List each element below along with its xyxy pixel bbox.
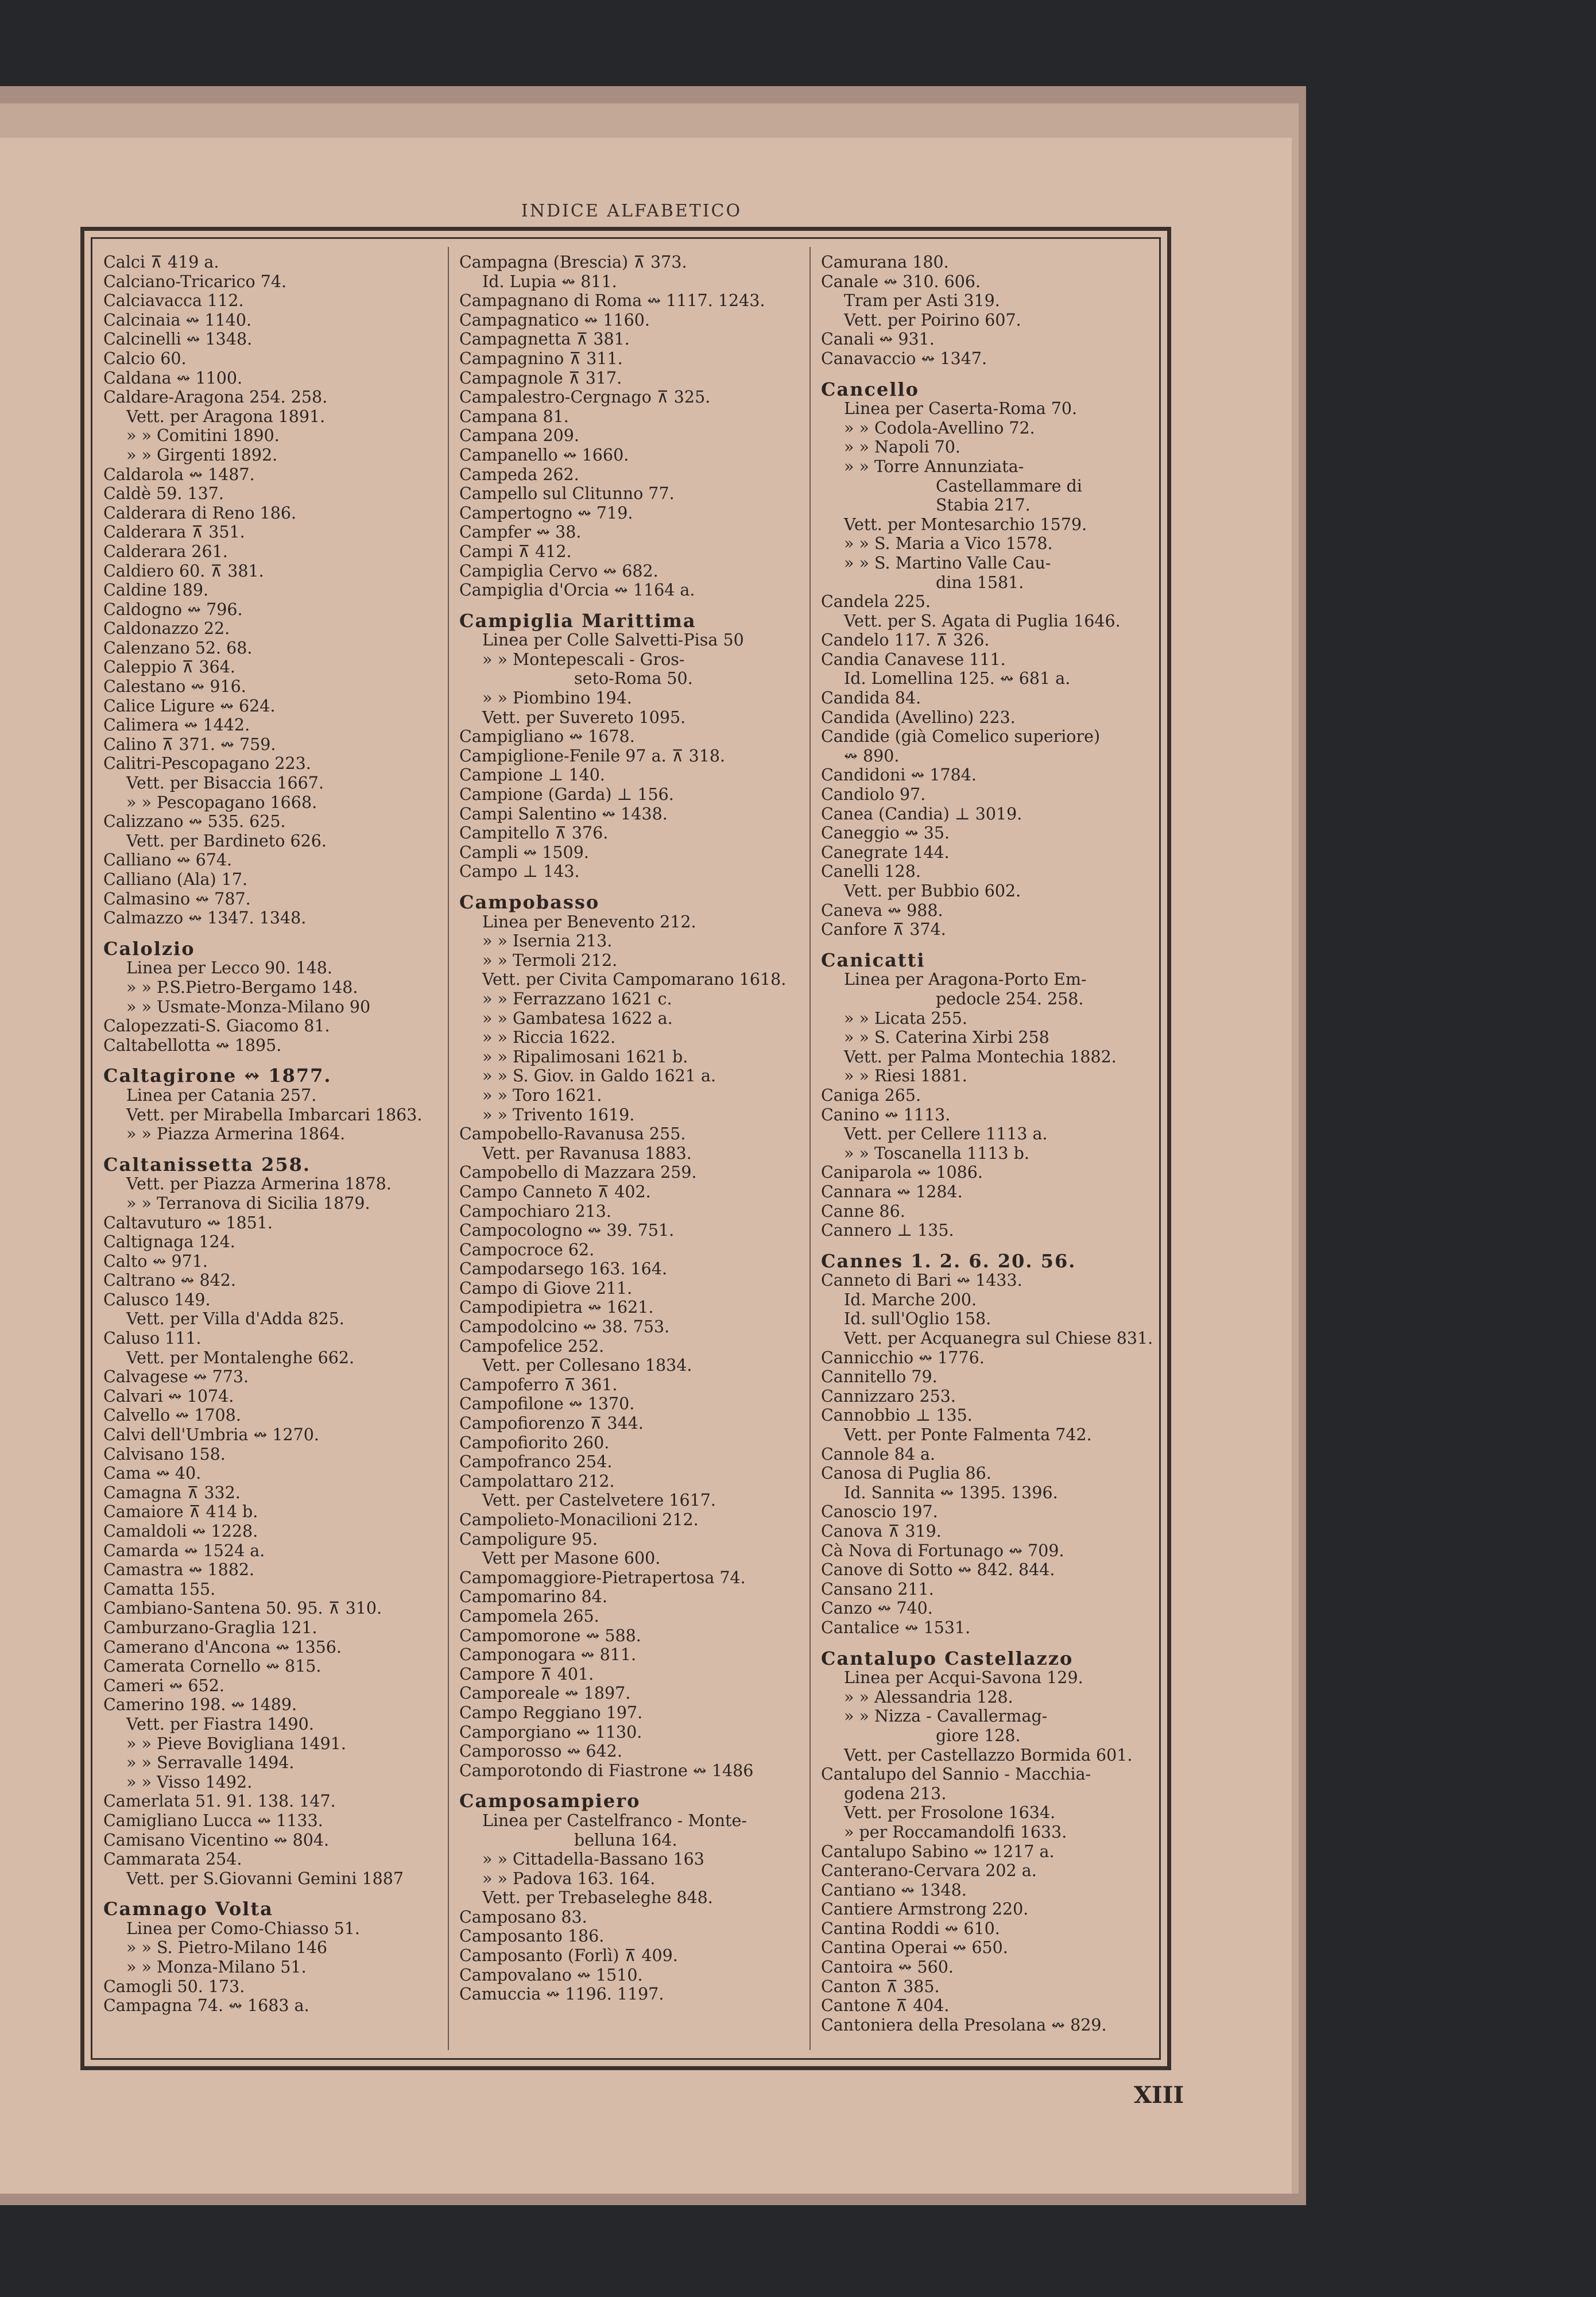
index-entry: Caniga 265. bbox=[821, 1085, 921, 1105]
index-entry: Canterano-Cervara 202 a. bbox=[821, 1861, 1037, 1881]
index-entry: Canne 86. bbox=[821, 1201, 905, 1221]
index-entry: Candide (già Comelico superiore) bbox=[821, 727, 1101, 747]
index-entry: Linea per Como-Chiasso 51. bbox=[126, 1919, 360, 1938]
index-entry: Campo Canneto ⊼ 402. bbox=[459, 1182, 651, 1201]
index-entry: » » Nizza - Cavallermag- bbox=[844, 1707, 1048, 1726]
index-entry: Vett. per Civita Campomarano 1618. bbox=[482, 970, 787, 989]
index-entry: Calderara di Reno 186. bbox=[103, 503, 297, 523]
index-entry: Camurana 180. bbox=[821, 253, 949, 272]
index-entry: Cantiere Armstrong 220. bbox=[821, 1900, 1029, 1919]
index-entry: Campodarsego 163. 164. bbox=[459, 1259, 668, 1279]
index-entry: Calimera ↭ 1442. bbox=[103, 716, 250, 735]
index-entry: Cantina Roddi ↭ 610. bbox=[821, 1919, 1000, 1938]
index-entry: Campore ⊼ 401. bbox=[459, 1664, 594, 1684]
index-entry: giore 128. bbox=[936, 1726, 1021, 1745]
index-entry: Caldè 59. 137. bbox=[103, 484, 224, 504]
index-entry: Camerino 198. ↭ 1489. bbox=[103, 1695, 297, 1715]
index-entry: Calvagese ↭ 773. bbox=[103, 1367, 249, 1387]
index-entry: Id. sull'Oglio 158. bbox=[844, 1309, 991, 1329]
index-entry: Linea per Acqui-Savona 129. bbox=[844, 1668, 1083, 1688]
index-entry: Campalestro-Cergnago ⊼ 325. bbox=[459, 388, 711, 407]
index-entry: Camuccia ↭ 1196. 1197. bbox=[459, 1985, 664, 2004]
index-entry: Cameri ↭ 652. bbox=[103, 1676, 224, 1695]
index-entry: Caltavuturo ↭ 1851. bbox=[103, 1213, 273, 1232]
index-entry: Campeda 262. bbox=[459, 465, 579, 484]
index-entry: Canova ⊼ 319. bbox=[821, 1522, 942, 1541]
index-entry: Caneggio ↭ 35. bbox=[821, 823, 950, 843]
index-entry: Campo Reggiano 197. bbox=[459, 1703, 643, 1722]
index-entry: Camporeale ↭ 1897. bbox=[459, 1684, 631, 1703]
index-entry: Campfer ↭ 38. bbox=[459, 523, 582, 542]
index-heading: Cancello bbox=[821, 378, 919, 400]
index-entry: Castellammare di bbox=[936, 476, 1082, 496]
index-entry: Campiglia Cervo ↭ 682. bbox=[459, 561, 658, 581]
index-entry: Calvari ↭ 1074. bbox=[103, 1386, 234, 1406]
index-entry: Canino ↭ 1113. bbox=[821, 1105, 951, 1124]
index-entry: Campocroce 62. bbox=[459, 1240, 595, 1259]
index-entry: Campolattaro 212. bbox=[459, 1471, 615, 1491]
index-entry: Calliano (Ala) 17. bbox=[103, 870, 248, 889]
index-column-2 bbox=[459, 253, 804, 2004]
index-entry: » » S. Caterina Xirbi 258 bbox=[844, 1028, 1049, 1047]
index-entry: Campagnole ⊼ 317. bbox=[459, 368, 622, 388]
index-entry: Candia Canavese 111. bbox=[821, 649, 1006, 669]
index-entry: Calciavacca 112. bbox=[103, 291, 244, 311]
index-entry: » » Comitini 1890. bbox=[126, 426, 280, 446]
index-entry: Linea per Catania 257. bbox=[126, 1085, 317, 1105]
index-entry: Calitri-Pescopagano 223. bbox=[103, 754, 311, 774]
index-entry: Campana 209. bbox=[459, 426, 579, 446]
index-entry: Caltignaga 124. bbox=[103, 1232, 235, 1252]
index-entry: Vett. per Aragona 1891. bbox=[126, 407, 326, 426]
index-entry: » » Termoli 212. bbox=[482, 950, 618, 970]
index-entry: » » Visso 1492. bbox=[126, 1772, 253, 1792]
index-entry: Cannero ⊥ 135. bbox=[821, 1221, 954, 1240]
index-entry: Candida 84. bbox=[821, 689, 921, 708]
index-entry: Calizzano ↭ 535. 625. bbox=[103, 812, 286, 832]
index-heading: Canicatti bbox=[821, 949, 925, 971]
index-entry: Canelli 128. bbox=[821, 862, 921, 881]
index-entry: Caldana ↭ 1100. bbox=[103, 368, 243, 388]
index-entry: Calmazzo ↭ 1347. 1348. bbox=[103, 908, 307, 928]
index-entry: » » Isernia 213. bbox=[482, 931, 613, 951]
index-entry: ↭ 890. bbox=[844, 746, 900, 765]
index-entry: Camporotondo di Fiastrone ↭ 1486 bbox=[459, 1761, 754, 1780]
index-entry: » » Usmate-Monza-Milano 90 bbox=[126, 997, 371, 1016]
index-entry: pedocle 254. 258. bbox=[936, 989, 1084, 1008]
index-entry: » » Monza-Milano 51. bbox=[126, 1958, 307, 1977]
index-entry: Camposanto 186. bbox=[459, 1927, 605, 1946]
index-entry: Calcio 60. bbox=[103, 349, 187, 368]
index-entry: Campomaggiore-Pietrapertosa 74. bbox=[459, 1568, 746, 1587]
index-entry: Vett. per Frosolone 1634. bbox=[844, 1803, 1056, 1823]
index-entry: Cantalupo Sabino ↭ 1217 a. bbox=[821, 1842, 1055, 1861]
index-entry: Caldare-Aragona 254. 258. bbox=[103, 388, 328, 407]
index-entry: Linea per Colle Salvetti-Pisa 50 bbox=[482, 631, 744, 650]
index-entry: Canoscio 197. bbox=[821, 1502, 938, 1522]
index-heading: Calolzio bbox=[103, 937, 195, 960]
index-entry: Vett. per Castelvetere 1617. bbox=[482, 1491, 716, 1510]
index-entry: Campovalano ↭ 1510. bbox=[459, 1965, 643, 1985]
index-entry: Caltrano ↭ 842. bbox=[103, 1271, 236, 1290]
index-entry: » » Toscanella 1113 b. bbox=[844, 1143, 1029, 1163]
index-entry: Cantoira ↭ 560. bbox=[821, 1958, 954, 1977]
index-entry: Campello sul Clitunno 77. bbox=[459, 484, 675, 504]
index-entry: Vett. per Mirabella Imbarcari 1863. bbox=[126, 1105, 423, 1124]
index-entry: Campodolcino ↭ 38. 753. bbox=[459, 1317, 670, 1337]
index-entry: Caldine 189. bbox=[103, 581, 209, 600]
index-entry: Camerlata 51. 91. 138. 147. bbox=[103, 1792, 336, 1811]
index-entry: Campodipietra ↭ 1621. bbox=[459, 1298, 654, 1317]
index-entry: Calvisano 158. bbox=[103, 1444, 226, 1464]
index-entry: Camerano d'Ancona ↭ 1356. bbox=[103, 1637, 342, 1657]
index-column-1 bbox=[103, 253, 448, 2016]
index-entry: Vett. per Suvereto 1095. bbox=[482, 707, 686, 727]
index-entry: » » S. Pietro-Milano 146 bbox=[126, 1938, 328, 1958]
index-entry: Camerata Cornello ↭ 815. bbox=[103, 1657, 321, 1676]
index-entry: Vett. per S.Giovanni Gemini 1887 bbox=[126, 1869, 404, 1888]
index-entry: Tram per Asti 319. bbox=[844, 291, 1000, 311]
index-entry: Calestano ↭ 916. bbox=[103, 677, 246, 697]
index-entry: » » S. Maria a Vico 1578. bbox=[844, 534, 1053, 554]
index-entry: Id. Lomellina 125. ↭ 681 a. bbox=[844, 669, 1071, 689]
index-entry: Vett. per Bardineto 626. bbox=[126, 831, 327, 850]
index-entry: » per Roccamandolfi 1633. bbox=[844, 1822, 1067, 1842]
index-entry: Camisano Vicentino ↭ 804. bbox=[103, 1830, 330, 1850]
index-entry: Calcinaia ↭ 1140. bbox=[103, 310, 252, 330]
index-entry: Caltabellotta ↭ 1895. bbox=[103, 1035, 282, 1055]
index-entry: Campi ⊼ 412. bbox=[459, 542, 572, 561]
index-entry: Campagna 74. ↭ 1683 a. bbox=[103, 1996, 309, 2016]
index-entry: Caldarola ↭ 1487. bbox=[103, 465, 255, 484]
index-entry: Vett. per Ravanusa 1883. bbox=[482, 1143, 692, 1163]
index-entry: Candelo 117. ⊼ 326. bbox=[821, 631, 990, 650]
index-entry: Candiolo 97. bbox=[821, 785, 926, 805]
index-entry: Campofiorenzo ⊼ 344. bbox=[459, 1414, 644, 1433]
index-entry: Cantoniera della Presolana ↭ 829. bbox=[821, 2015, 1107, 2035]
index-entry: Canfore ⊼ 374. bbox=[821, 920, 946, 939]
index-entry: Vett. per Collesano 1834. bbox=[482, 1356, 692, 1375]
index-entry: Vett. per Piazza Armerina 1878. bbox=[126, 1174, 392, 1194]
index-entry: Campomarino 84. bbox=[459, 1587, 607, 1607]
index-entry: » » S. Martino Valle Cau- bbox=[844, 553, 1051, 573]
index-entry: Campomorone ↭ 588. bbox=[459, 1626, 641, 1645]
index-entry: Campitello ⊼ 376. bbox=[459, 823, 609, 843]
index-entry: Camaiore ⊼ 414 b. bbox=[103, 1502, 258, 1522]
index-entry: Stabia 217. bbox=[936, 496, 1031, 515]
index-entry: Caleppio ⊼ 364. bbox=[103, 658, 235, 677]
index-entry: dina 1581. bbox=[936, 573, 1024, 592]
index-entry: Canavaccio ↭ 1347. bbox=[821, 349, 987, 368]
index-entry: » » Trivento 1619. bbox=[482, 1105, 635, 1124]
index-entry: Vett. per Fiastra 1490. bbox=[126, 1714, 314, 1734]
index-entry: » » Serravalle 1494. bbox=[126, 1753, 295, 1773]
index-entry: Camposano 83. bbox=[459, 1907, 587, 1927]
index-entry: Linea per Caserta-Roma 70. bbox=[844, 399, 1078, 419]
index-entry: Campagnino ⊼ 311. bbox=[459, 349, 623, 368]
index-entry: » » Codola-Avellino 72. bbox=[844, 418, 1035, 438]
index-entry: Vett. per Bubbio 602. bbox=[844, 881, 1021, 900]
index-entry: Canali ↭ 931. bbox=[821, 330, 935, 349]
index-entry: belluna 164. bbox=[574, 1830, 677, 1850]
index-entry: Cantiano ↭ 1348. bbox=[821, 1880, 967, 1900]
index-entry: Caneva ↭ 988. bbox=[821, 900, 943, 920]
index-entry: Cantone ⊼ 404. bbox=[821, 1996, 950, 2016]
index-entry: Camaldoli ↭ 1228. bbox=[103, 1522, 258, 1541]
index-entry: » » S. Giov. in Galdo 1621 a. bbox=[482, 1066, 716, 1086]
index-entry: Campolieto-Monacilioni 212. bbox=[459, 1510, 699, 1529]
index-entry: Vett. per Castellazzo Bormida 601. bbox=[844, 1745, 1133, 1765]
index-entry: Caluso 111. bbox=[103, 1329, 202, 1348]
index-entry: Campiglia d'Orcia ↭ 1164 a. bbox=[459, 581, 695, 600]
index-entry: Campagna (Brescia) ⊼ 373. bbox=[459, 253, 687, 272]
index-entry: » » Licata 255. bbox=[844, 1008, 967, 1028]
index-entry: Vett. per Trebaseleghe 848. bbox=[482, 1888, 713, 1908]
index-entry: Vett. per Montalenghe 662. bbox=[126, 1348, 355, 1367]
index-entry: Vett per Masone 600. bbox=[482, 1549, 661, 1568]
index-entry: Campione (Garda) ⊥ 156. bbox=[459, 785, 674, 805]
index-entry: » » Piombino 194. bbox=[482, 689, 632, 708]
index-entry: » » Pieve Bovigliana 1491. bbox=[126, 1734, 346, 1753]
index-entry: » » P.S.Pietro-Bergamo 148. bbox=[126, 977, 358, 997]
index-heading: Caltanissetta 258. bbox=[103, 1153, 311, 1175]
index-entry: Calenzano 52. 68. bbox=[103, 638, 253, 658]
index-entry: Campoligure 95. bbox=[459, 1529, 598, 1549]
index-entry: Cannizzaro 253. bbox=[821, 1386, 956, 1406]
index-entry: Cannole 84 a. bbox=[821, 1444, 936, 1464]
index-entry: Canale ↭ 310. 606. bbox=[821, 272, 981, 291]
index-entry: Linea per Castelfranco - Monte- bbox=[482, 1811, 747, 1830]
index-heading: Campobasso bbox=[459, 891, 600, 913]
index-entry: » » Girgenti 1892. bbox=[126, 445, 278, 465]
index-entry: Campobello di Mazzara 259. bbox=[459, 1163, 697, 1182]
index-entry: seto-Roma 50. bbox=[574, 669, 693, 689]
index-entry: Cansano 211. bbox=[821, 1579, 934, 1599]
index-entry: Calderara 261. bbox=[103, 542, 228, 561]
index-entry: Candela 225. bbox=[821, 592, 931, 612]
index-entry: Camastra ↭ 1882. bbox=[103, 1560, 255, 1580]
index-entry: » » Montepescali - Gros- bbox=[482, 649, 685, 669]
index-entry: Cà Nova di Fortunago ↭ 709. bbox=[821, 1541, 1064, 1560]
index-entry: Linea per Aragona-Porto Em- bbox=[844, 970, 1087, 989]
column-separator bbox=[809, 247, 811, 2050]
index-entry: Canegrate 144. bbox=[821, 842, 950, 862]
index-entry: Camagna ⊼ 332. bbox=[103, 1483, 241, 1502]
index-entry: Vett. per Ponte Falmenta 742. bbox=[844, 1425, 1092, 1445]
index-entry: Cama ↭ 40. bbox=[103, 1464, 202, 1483]
index-entry: Caldonazzo 22. bbox=[103, 619, 230, 639]
index-entry: Cantina Operai ↭ 650. bbox=[821, 1938, 1008, 1958]
index-entry: Cantalupo del Sannio - Macchia- bbox=[821, 1765, 1091, 1784]
index-entry: Camarda ↭ 1524 a. bbox=[103, 1541, 265, 1560]
index-entry: Campagnano di Roma ↭ 1117. 1243. bbox=[459, 291, 765, 311]
index-entry: Campi Salentino ↭ 1438. bbox=[459, 804, 668, 823]
index-entry: Cantalice ↭ 1531. bbox=[821, 1618, 971, 1637]
index-entry: Id. Lupia ↭ 811. bbox=[482, 272, 617, 291]
index-entry: » » Gambatesa 1622 a. bbox=[482, 1008, 673, 1028]
index-heading: Campiglia Marittima bbox=[459, 609, 696, 632]
index-entry: Campobello-Ravanusa 255. bbox=[459, 1124, 686, 1144]
index-entry: Vett. per Cellere 1113 a. bbox=[844, 1124, 1048, 1144]
index-entry: Camogli 50. 173. bbox=[103, 1977, 245, 1996]
index-entry: » » Riesi 1881. bbox=[844, 1066, 967, 1086]
index-entry: Linea per Lecco 90. 148. bbox=[126, 958, 332, 978]
index-entry: Campo ⊥ 143. bbox=[459, 862, 580, 881]
index-entry: Campione ⊥ 140. bbox=[459, 765, 605, 785]
index-entry: Cannobbio ⊥ 135. bbox=[821, 1406, 973, 1425]
index-entry: » » Pescopagano 1668. bbox=[126, 792, 317, 812]
index-entry: Id. Marche 200. bbox=[844, 1290, 977, 1309]
index-entry: » » Terranova di Sicilia 1879. bbox=[126, 1193, 370, 1213]
index-entry: Vett. per Bisaccia 1667. bbox=[126, 774, 324, 793]
index-entry: Canneto di Bari ↭ 1433. bbox=[821, 1271, 1022, 1290]
index-entry: Calcinelli ↭ 1348. bbox=[103, 330, 253, 349]
index-entry: » » Napoli 70. bbox=[844, 438, 960, 457]
index-entry: godena 213. bbox=[844, 1784, 947, 1803]
index-entry: » » Ripalimosani 1621 b. bbox=[482, 1047, 688, 1066]
index-entry: Vett. per Palma Montechia 1882. bbox=[844, 1047, 1117, 1066]
index-entry: Cannitello 79. bbox=[821, 1367, 938, 1387]
index-entry: Canton ⊼ 385. bbox=[821, 1977, 940, 1996]
index-entry: Campertogno ↭ 719. bbox=[459, 503, 633, 523]
index-entry: » » Toro 1621. bbox=[482, 1085, 602, 1105]
index-entry: Vett. per S. Agata di Puglia 1646. bbox=[844, 611, 1121, 631]
index-entry: Calci ⊼ 419 a. bbox=[103, 253, 219, 272]
index-entry: Campofilone ↭ 1370. bbox=[459, 1394, 635, 1414]
index-entry: Vett. per Poirino 607. bbox=[844, 310, 1021, 330]
index-entry: Canove di Sotto ↭ 842. 844. bbox=[821, 1560, 1055, 1580]
index-entry: Canzo ↭ 740. bbox=[821, 1599, 933, 1618]
index-entry: Camburzano-Graglia 121. bbox=[103, 1618, 317, 1637]
index-entry: Caniparola ↭ 1086. bbox=[821, 1163, 983, 1182]
index-entry: Calderara ⊼ 351. bbox=[103, 523, 245, 542]
index-entry: Camporgiano ↭ 1130. bbox=[459, 1722, 642, 1742]
index-entry: » » Torre Annunziata- bbox=[844, 457, 1024, 476]
index-heading: Cantalupo Castellazzo bbox=[821, 1647, 1074, 1669]
index-entry: Campigliano ↭ 1678. bbox=[459, 727, 635, 747]
index-entry: Candida (Avellino) 223. bbox=[821, 707, 1016, 727]
index-heading: Camnago Volta bbox=[103, 1898, 273, 1920]
index-entry: Calciano-Tricarico 74. bbox=[103, 272, 287, 291]
index-entry: Calvello ↭ 1708. bbox=[103, 1406, 241, 1425]
index-entry: Camponogara ↭ 811. bbox=[459, 1645, 637, 1665]
index-entry: Camposanto (Forlì) ⊼ 409. bbox=[459, 1946, 678, 1966]
index-entry: Canosa di Puglia 86. bbox=[821, 1464, 991, 1483]
index-entry: Caldogno ↭ 796. bbox=[103, 600, 243, 619]
index-entry: Campli ↭ 1509. bbox=[459, 842, 589, 862]
index-heading: Camposampiero bbox=[459, 1790, 641, 1812]
index-entry: Candidoni ↭ 1784. bbox=[821, 765, 977, 785]
index-entry: Campiglione-Fenile 97 a. ⊼ 318. bbox=[459, 746, 726, 765]
index-entry: Calice Ligure ↭ 624. bbox=[103, 696, 276, 716]
column-separator bbox=[448, 247, 449, 2050]
index-entry: Campana 81. bbox=[459, 407, 569, 426]
index-entry: Campagnatico ↭ 1160. bbox=[459, 310, 650, 330]
index-entry: Calliano ↭ 674. bbox=[103, 850, 233, 870]
index-entry: Campofranco 254. bbox=[459, 1452, 613, 1472]
index-entry: » » Ferrazzano 1621 c. bbox=[482, 989, 672, 1008]
index-entry: » » Cittadella-Bassano 163 bbox=[482, 1850, 704, 1869]
index-entry: Id. Sannita ↭ 1395. 1396. bbox=[844, 1483, 1058, 1502]
index-heading: Cannes 1. 2. 6. 20. 56. bbox=[821, 1250, 1076, 1272]
index-column-3 bbox=[821, 253, 1165, 2035]
index-entry: » » Alessandria 128. bbox=[844, 1687, 1013, 1707]
index-entry: » » Padova 163. 164. bbox=[482, 1869, 656, 1888]
index-entry: Cammarata 254. bbox=[103, 1850, 242, 1869]
index-entry: Calmasino ↭ 787. bbox=[103, 889, 251, 908]
index-entry: Canea (Candia) ⊥ 3019. bbox=[821, 804, 1022, 823]
index-heading: Caltagirone ↭ 1877. bbox=[103, 1065, 332, 1087]
index-entry: Calopezzati-S. Giacomo 81. bbox=[103, 1016, 330, 1036]
index-entry: Linea per Benevento 212. bbox=[482, 912, 696, 931]
index-entry: » » Riccia 1622. bbox=[482, 1028, 616, 1047]
index-entry: Calto ↭ 971. bbox=[103, 1251, 208, 1271]
index-entry: Cambiano-Santena 50. 95. ⊼ 310. bbox=[103, 1599, 382, 1618]
index-entry: Cannara ↭ 1284. bbox=[821, 1182, 963, 1201]
index-entry: » » Piazza Armerina 1864. bbox=[126, 1124, 346, 1144]
index-entry: Campo di Giove 211. bbox=[459, 1278, 633, 1298]
index-entry: Campoferro ⊼ 361. bbox=[459, 1375, 618, 1394]
index-entry: Campomela 265. bbox=[459, 1606, 599, 1626]
index-entry: Cannicchio ↭ 1776. bbox=[821, 1348, 985, 1367]
index-entry: Campanello ↭ 1660. bbox=[459, 445, 629, 465]
index-entry: Camatta 155. bbox=[103, 1579, 216, 1599]
index-entry: Campofiorito 260. bbox=[459, 1433, 610, 1452]
index-entry: Calvi dell'Umbria ↭ 1270. bbox=[103, 1425, 319, 1445]
index-entry: Campochiaro 213. bbox=[459, 1201, 611, 1221]
index-entry: Camigliano Lucca ↭ 1133. bbox=[103, 1811, 323, 1830]
index-entry: Campofelice 252. bbox=[459, 1336, 605, 1356]
index-entry: Calino ⊼ 371. ↭ 759. bbox=[103, 734, 276, 754]
index-entry: Campagnetta ⊼ 381. bbox=[459, 330, 630, 349]
index-entry: Vett. per Villa d'Adda 825. bbox=[126, 1309, 344, 1329]
index-entry: Vett. per Montesarchio 1579. bbox=[844, 515, 1087, 534]
page-number: XIII bbox=[1134, 2082, 1184, 2109]
index-entry: Vett. per Acquanegra sul Chiese 831. bbox=[844, 1329, 1153, 1348]
index-entry: Caldiero 60. ⊼ 381. bbox=[103, 561, 264, 581]
index-entry: Camporosso ↭ 642. bbox=[459, 1742, 622, 1761]
index-entry: Calusco 149. bbox=[103, 1290, 211, 1309]
page-header: INDICE ALFABETICO bbox=[521, 201, 742, 221]
index-entry: Campocologno ↭ 39. 751. bbox=[459, 1221, 675, 1240]
